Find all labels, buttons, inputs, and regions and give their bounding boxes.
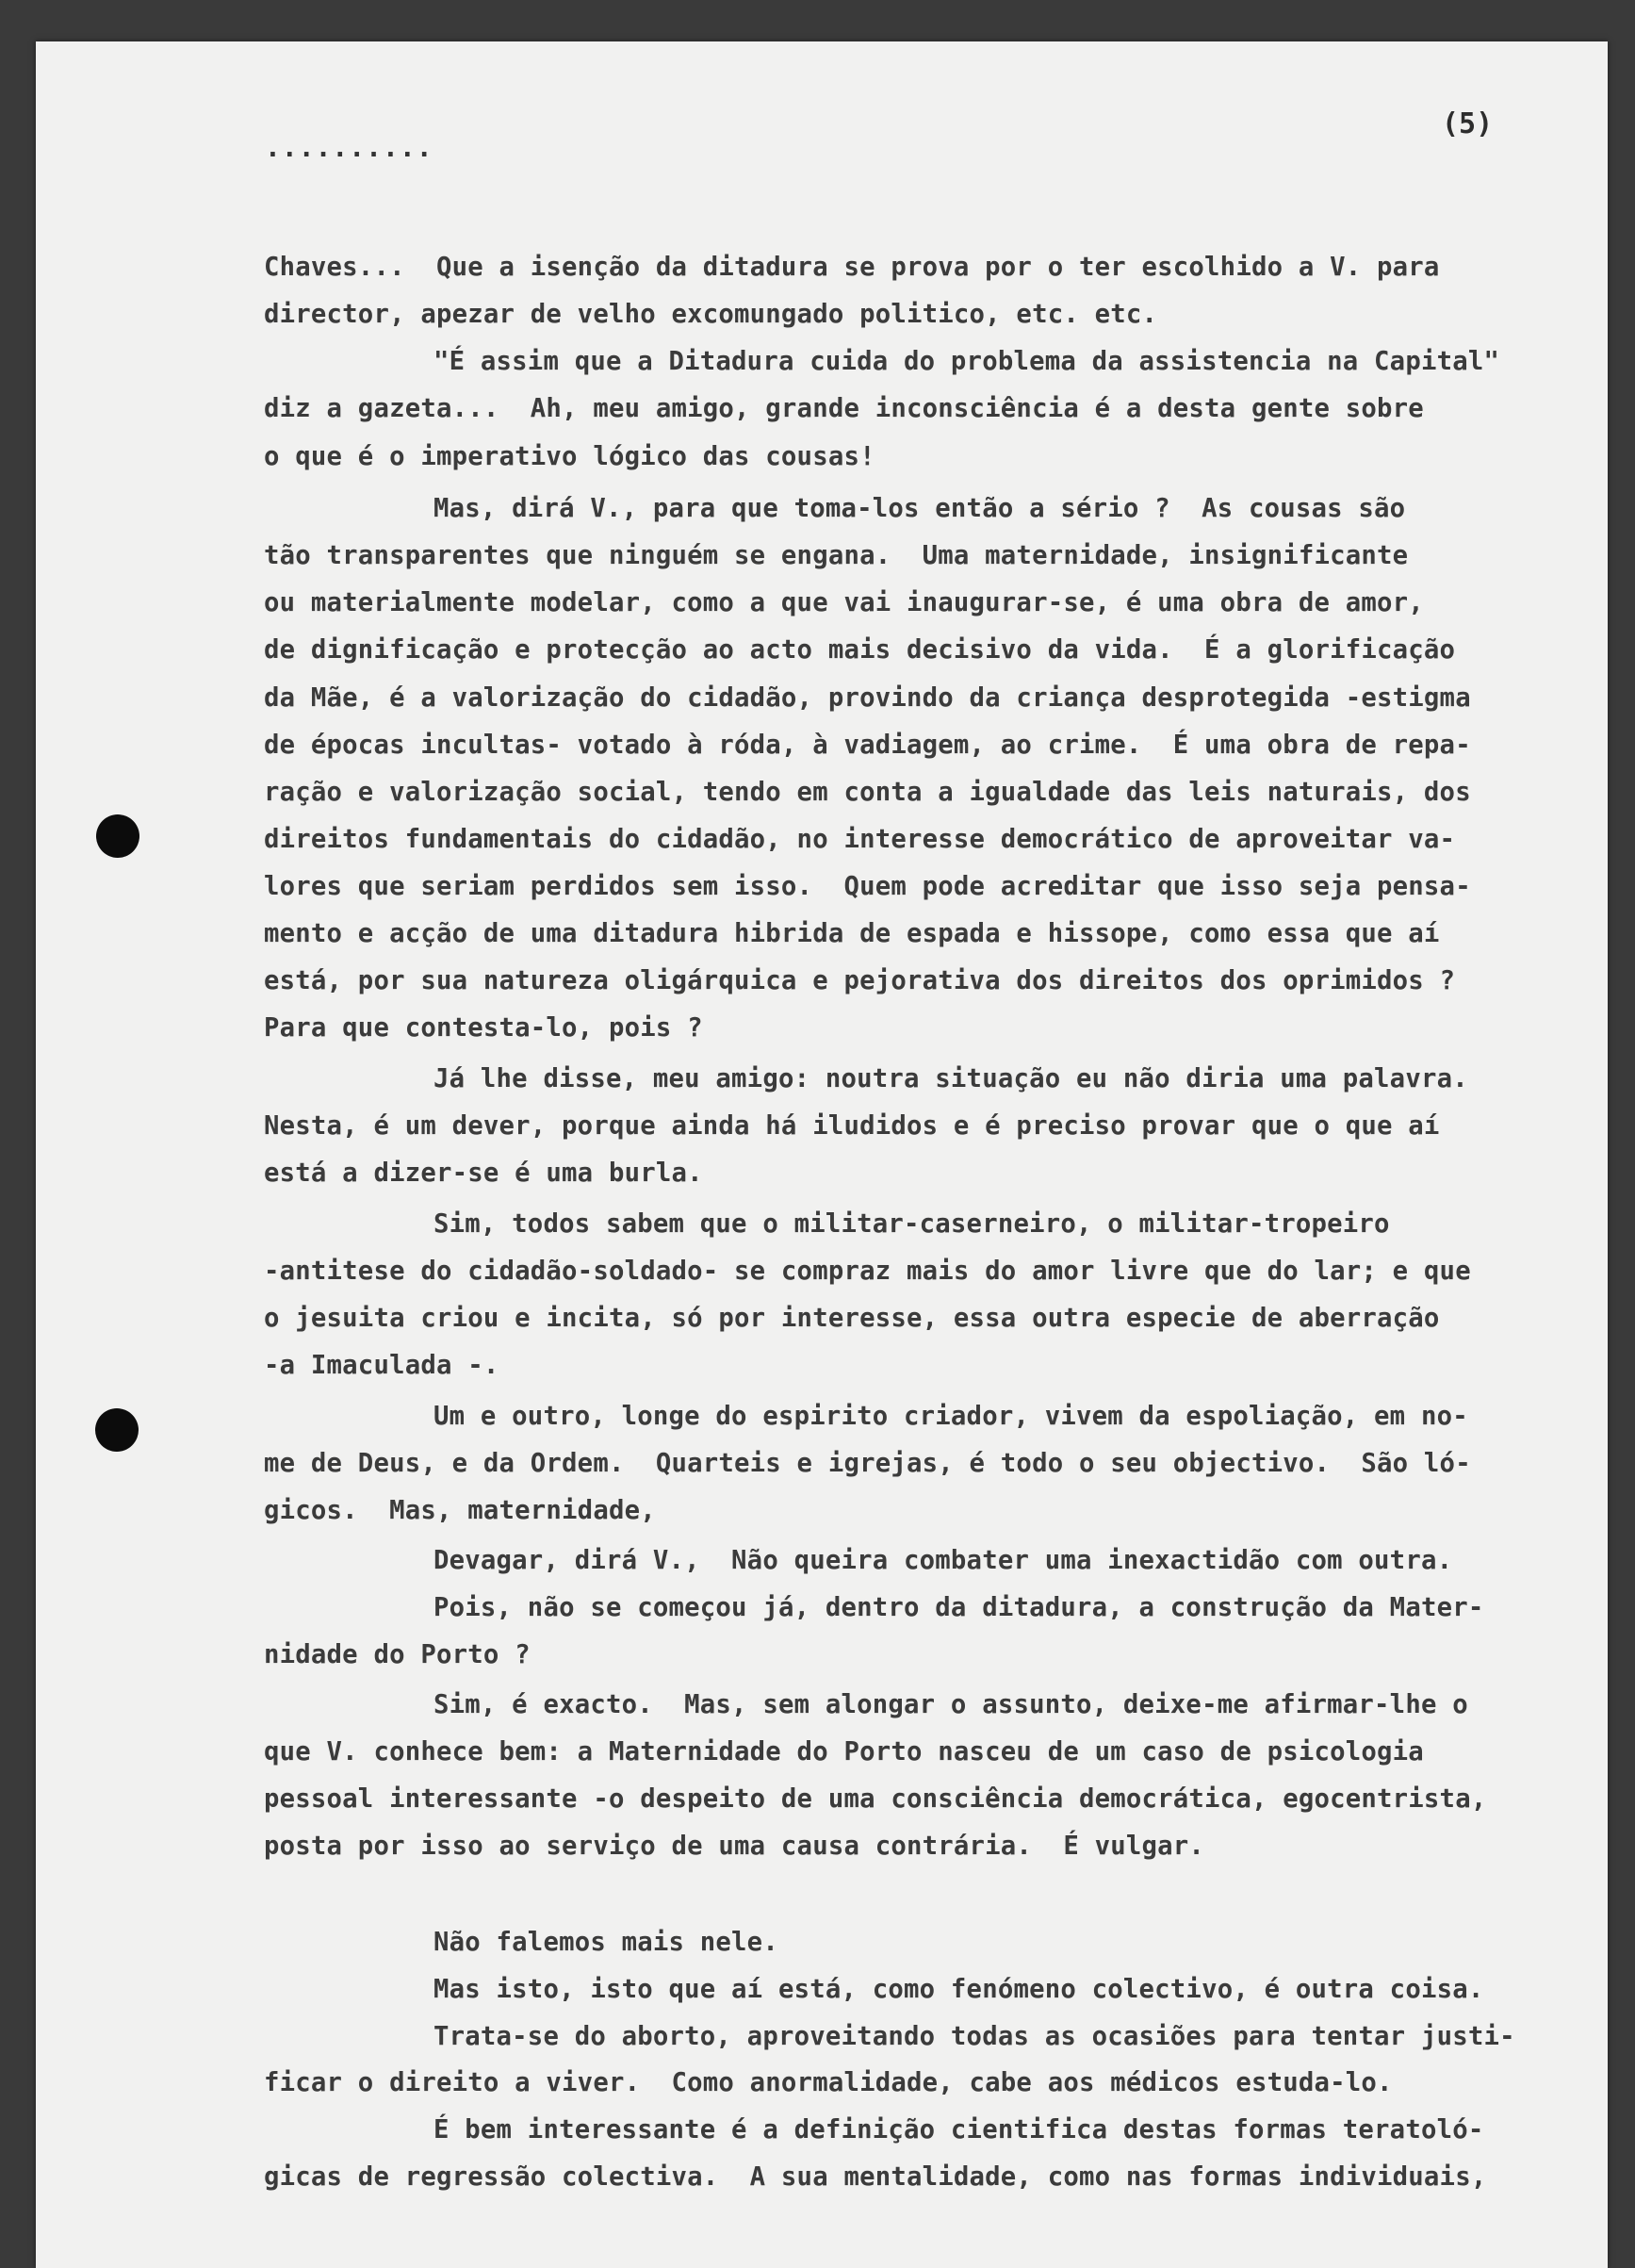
text-line: -a Imaculada -. bbox=[264, 1351, 499, 1380]
page-number: (5) bbox=[1442, 107, 1494, 140]
text-line: "É assim que a Ditadura cuida do problema da assistencia na Capital" bbox=[433, 347, 1500, 376]
text-line: o que é o imperativo lógico das cousas! bbox=[264, 442, 875, 471]
text-line: É bem interessante é a definição cientifica destas formas teratoló- bbox=[433, 2115, 1484, 2145]
punch-hole-lower bbox=[95, 1408, 139, 1452]
text-line: gicas de regressão colectiva. A sua mentalidade, como nas formas individuais, bbox=[264, 2162, 1487, 2192]
text-line: direitos fundamentais do cidadão, no interesse democrático de aproveitar va- bbox=[264, 825, 1456, 854]
text-line: diz a gazeta... Ah, meu amigo, grande inconsciência é a desta gente sobre bbox=[264, 394, 1424, 423]
text-line: está, por sua natureza oligárquica e pejorativa dos direitos dos oprimidos ? bbox=[264, 966, 1456, 995]
text-line: Pois, não se começou já, dentro da ditadura, a construção da Mater- bbox=[433, 1593, 1484, 1622]
text-line: director, apezar de velho excomungado politico, etc. etc. bbox=[264, 300, 1158, 329]
text-line: Nesta, é um dever, porque ainda há iludidos e é preciso provar que o que aí bbox=[264, 1111, 1440, 1141]
text-line: -antitese do cidadão-soldado- se compraz mais do amor livre que do lar; e que bbox=[264, 1257, 1471, 1286]
text-line: gicos. Mas, maternidade, bbox=[264, 1496, 656, 1525]
text-line: Sim, todos sabem que o militar-caserneiro, o militar-tropeiro bbox=[433, 1209, 1390, 1239]
text-line: nidade do Porto ? bbox=[264, 1640, 531, 1669]
text-line: Para que contesta-lo, pois ? bbox=[264, 1013, 703, 1043]
text-line: de épocas incultas- votado à róda, à vadiagem, ao crime. É uma obra de repa- bbox=[264, 731, 1471, 760]
text-line: de dignificação e protecção ao acto mais decisivo da vida. É a glorificação bbox=[264, 635, 1456, 665]
text-line: Devagar, dirá V., Não queira combater uma inexactidão com outra. bbox=[433, 1546, 1453, 1575]
text-line: está a dizer-se é uma burla. bbox=[264, 1159, 703, 1188]
text-line: ou materialmente modelar, como a que vai inaugurar-se, é uma obra de amor, bbox=[264, 588, 1424, 617]
text-line: Mas, dirá V., para que toma-los então a sério ? As cousas são bbox=[433, 494, 1406, 523]
punch-hole-upper bbox=[96, 814, 139, 858]
text-line: Mas isto, isto que aí está, como fenómeno colectivo, é outra coisa. bbox=[433, 1975, 1484, 2004]
text-line: pessoal interessante -o despeito de uma consciência democrática, egocentrista, bbox=[264, 1784, 1487, 1814]
text-line: tão transparentes que ninguém se engana. Uma maternidade, insignificante bbox=[264, 541, 1409, 570]
text-line: Trata-se do aborto, aproveitando todas as ocasiões para tentar justi- bbox=[433, 2022, 1515, 2051]
text-line: Não falemos mais nele. bbox=[433, 1928, 778, 1957]
text-line: que V. conhece bem: a Maternidade do Porto nasceu de um caso de psicologia bbox=[264, 1737, 1424, 1767]
text-line: o jesuita criou e incita, só por interesse, essa outra especie de aberração bbox=[264, 1304, 1440, 1333]
text-line: posta por isso ao serviço de uma causa contrária. É vulgar. bbox=[264, 1832, 1205, 1861]
text-line: Chaves... Que a isenção da ditadura se prova por o ter escolhido a V. para bbox=[264, 253, 1440, 282]
text-line: mento e acção de uma ditadura hibrida de espada e hissope, como essa que aí bbox=[264, 919, 1440, 948]
text-line: da Mãe, é a valorização do cidadão, provindo da criança desprotegida -estigma bbox=[264, 683, 1471, 713]
text-line: ração e valorização social, tendo em conta a igualdade das leis naturais, dos bbox=[264, 778, 1471, 807]
leading-dots: .......... bbox=[265, 132, 433, 163]
text-line: ficar o direito a viver. Como anormalidade, cabe aos médicos estuda-lo. bbox=[264, 2068, 1393, 2097]
text-line: Sim, é exacto. Mas, sem alongar o assunto, deixe-me afirmar-lhe o bbox=[433, 1690, 1468, 1719]
text-line: me de Deus, e da Ordem. Quarteis e igrejas, é todo o seu objectivo. São ló- bbox=[264, 1449, 1471, 1478]
text-line: Um e outro, longe do espirito criador, vivem da espoliação, em no- bbox=[433, 1402, 1468, 1431]
text-line: lores que seriam perdidos sem isso. Quem pode acreditar que isso seja pensa- bbox=[264, 872, 1471, 901]
text-line: Já lhe disse, meu amigo: noutra situação eu não diria uma palavra. bbox=[433, 1064, 1468, 1093]
